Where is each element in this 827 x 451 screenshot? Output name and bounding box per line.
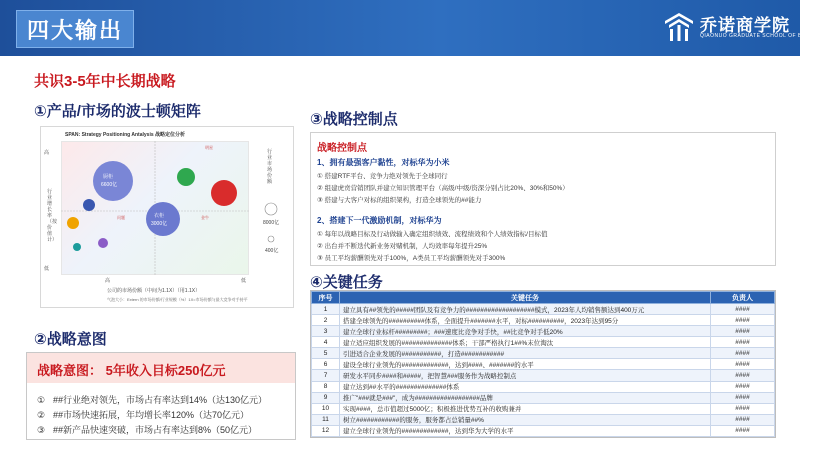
table-row [312,414,775,425]
quadrant-question: 问题 [117,215,125,220]
bubble-cabinet-name: 厨柜 [103,174,114,180]
task-task-cell: 建立具有##领先的#####团队及有竞争力的###################模式，2023年人均销售额达到400万元 [340,304,711,315]
task-owner-cell: #### [711,337,775,348]
bubble-teal [73,243,81,251]
task-task-cell: 推广"###就是###"，成为##################品牌 [340,392,711,403]
legend-bottom-value: 400亿 [265,248,279,254]
section-intent-title: ②战略意图 [34,331,107,348]
col-no-header: 序号 [312,292,340,304]
chart-footnote: 气泡大小：Extern 的市场份额/行业规模（%）1X=市场份额与最大竞争对手持平 [107,297,248,302]
logo-subtitle: QIAONUO GRADUATE SCHOOL OF BUSINESS [700,33,827,39]
task-no-cell: 10 [312,403,340,414]
task-no-cell: 12 [312,425,340,436]
task-no-cell: 6 [312,359,340,370]
control-box-title: 战略控制点 [317,143,367,154]
control-item: ① 每年以战略目标及行动做输入确定组织绩效、流程绩效和个人绩效指标/目标值 [317,231,548,238]
control-item: ① 搭建RTF平台、竞争力绝对领先于全球同行 [317,173,448,180]
task-no-cell: 11 [312,414,340,425]
task-no-cell: 7 [312,370,340,381]
task-task-cell: 研发水平同步####和#####，把智慧###服务作为战略控制点 [340,370,711,381]
control-item: ② 组建虎贲营销团队并建立知识管理平台（高级/中级/资深分别占比20%、30%和50%） [317,185,569,192]
header-bar [0,0,827,56]
control-item: ② 出台并不断迭代新业务对赌机制，人均效率每年提升25% [317,243,488,250]
page-title: 四大输出 [16,10,134,48]
task-owner-cell: #### [711,326,775,337]
bubble-wardrobe-name: 衣柜 [154,213,165,219]
task-task-cell: 建立适应组织发展的##############体系；干部严格执行1##%末位淘汰 [340,337,711,348]
intent-item: ③ ##新产品快速突破，市场占有率达到8%（50亿元） [37,425,258,435]
intent-headline: 战略意图： 5年收入目标250亿元 [27,353,295,383]
intent-item: ① ##行业绝对领先，市场占有率达到14%（达130亿元） [37,395,268,405]
task-task-cell: 树立############的服务，服务都占总销量##% [340,414,711,425]
task-task-cell: 建设全球行业领先的#############，达到####、#######的水平 [340,359,711,370]
task-no-cell: 8 [312,381,340,392]
task-owner-cell: #### [711,348,775,359]
table-row [312,359,775,370]
table-row [312,348,775,359]
task-owner-cell: #### [711,315,775,326]
y-axis-label: 行业增长率（按价值计） [47,189,58,243]
right-label: 行业市场份额 [267,149,273,185]
bcg-bubbles [41,127,295,309]
quadrant-star: 明星 [205,145,213,150]
bubble-red [211,180,237,206]
logo-name: 乔诺商学院 [700,16,790,35]
legend-bubble-small [268,236,274,242]
task-no-cell: 4 [312,337,340,348]
table-row [312,370,775,381]
table-row [312,392,775,403]
x-axis-high: 高 [105,278,111,284]
table-row [312,304,775,315]
task-no-cell: 2 [312,315,340,326]
legend-top-value: 8000亿 [263,220,280,226]
x-axis-low: 低 [241,278,247,284]
task-owner-cell: #### [711,392,775,403]
task-no-cell: 1 [312,304,340,315]
control-item: ③ 搭建与大客户对标的组织架构，打造全球领先的##能力 [317,197,482,204]
table-row [312,425,775,436]
table-row [312,381,775,392]
task-owner-cell: #### [711,425,775,436]
section-bcg-title: ①产品/市场的波士顿矩阵 [34,103,201,120]
brand-logo [662,8,827,48]
task-task-cell: 建立达到##水平的##############体系 [340,381,711,392]
legend-bubble-large [265,203,277,215]
table-row [312,337,775,348]
bcg-matrix [40,126,294,308]
control-points-box [310,132,776,266]
table-row [312,403,775,414]
y-axis-high: 高 [44,150,50,156]
bcg-chart-title: SPAN: Strategy Positioning Antalysis 战略定位分析 [65,132,186,138]
bubble-orange [67,217,79,229]
table-row [312,315,775,326]
task-task-cell: 引进适合企业发展的###########，打造############ [340,348,711,359]
tasks-table [310,290,776,438]
bubble-purple [98,238,108,248]
logo-icon [662,10,696,44]
y-axis-low: 低 [44,266,50,272]
task-owner-cell: #### [711,370,775,381]
control-heading-1: 1、拥有最强客户黏性，对标华为小米 [317,158,450,167]
task-task-cell: 搭建全球领先的##########体系，全面提升#######水平，对标##########，2023年达到95分 [340,315,711,326]
task-task-cell: 实现####，总市值超过5000亿；积极推进优势互补的收购兼并 [340,403,711,414]
control-item: ③ 员工平均薪酬领先对手100%，A类员工平均薪酬领先对手300% [317,255,506,262]
task-owner-cell: #### [711,304,775,315]
table-row [312,326,775,337]
task-owner-cell: #### [711,359,775,370]
bubble-cabinet-value: 6600亿 [101,182,118,188]
task-no-cell: 3 [312,326,340,337]
col-owner-header: 负责人 [711,292,775,304]
intent-box [26,352,296,440]
table-header-row [312,292,775,304]
task-task-cell: 建立全球行业标杆#########；###速度比竞争对手快，##比竞争对手低20% [340,326,711,337]
task-task-cell: 建立全球行业领先的#############，达到华为大学的水平 [340,425,711,436]
control-heading-2: 2、搭建下一代激励机制，对标华为 [317,216,442,225]
intent-item: ② ##市场快速拓展，年均增长率120%（达70亿元） [37,410,250,420]
x-axis-label: 公司的市场份额（中间为1.1X）（用1.1X） [107,288,201,294]
page-subtitle: 共识3-5年中长期战略 [34,73,176,90]
section-control-title: ③战略控制点 [310,111,398,128]
bubble-wardrobe [146,202,180,236]
bubble-blue-small [83,199,95,211]
task-owner-cell: #### [711,381,775,392]
task-owner-cell: #### [711,414,775,425]
task-no-cell: 9 [312,392,340,403]
bubble-green [177,168,195,186]
task-owner-cell: #### [711,403,775,414]
section-tasks-title: ④关键任务 [310,274,383,291]
bubble-wardrobe-value: 3000亿 [151,221,168,227]
col-task-header: 关键任务 [340,292,711,304]
task-no-cell: 5 [312,348,340,359]
quadrant-cash: 金牛 [201,215,209,220]
